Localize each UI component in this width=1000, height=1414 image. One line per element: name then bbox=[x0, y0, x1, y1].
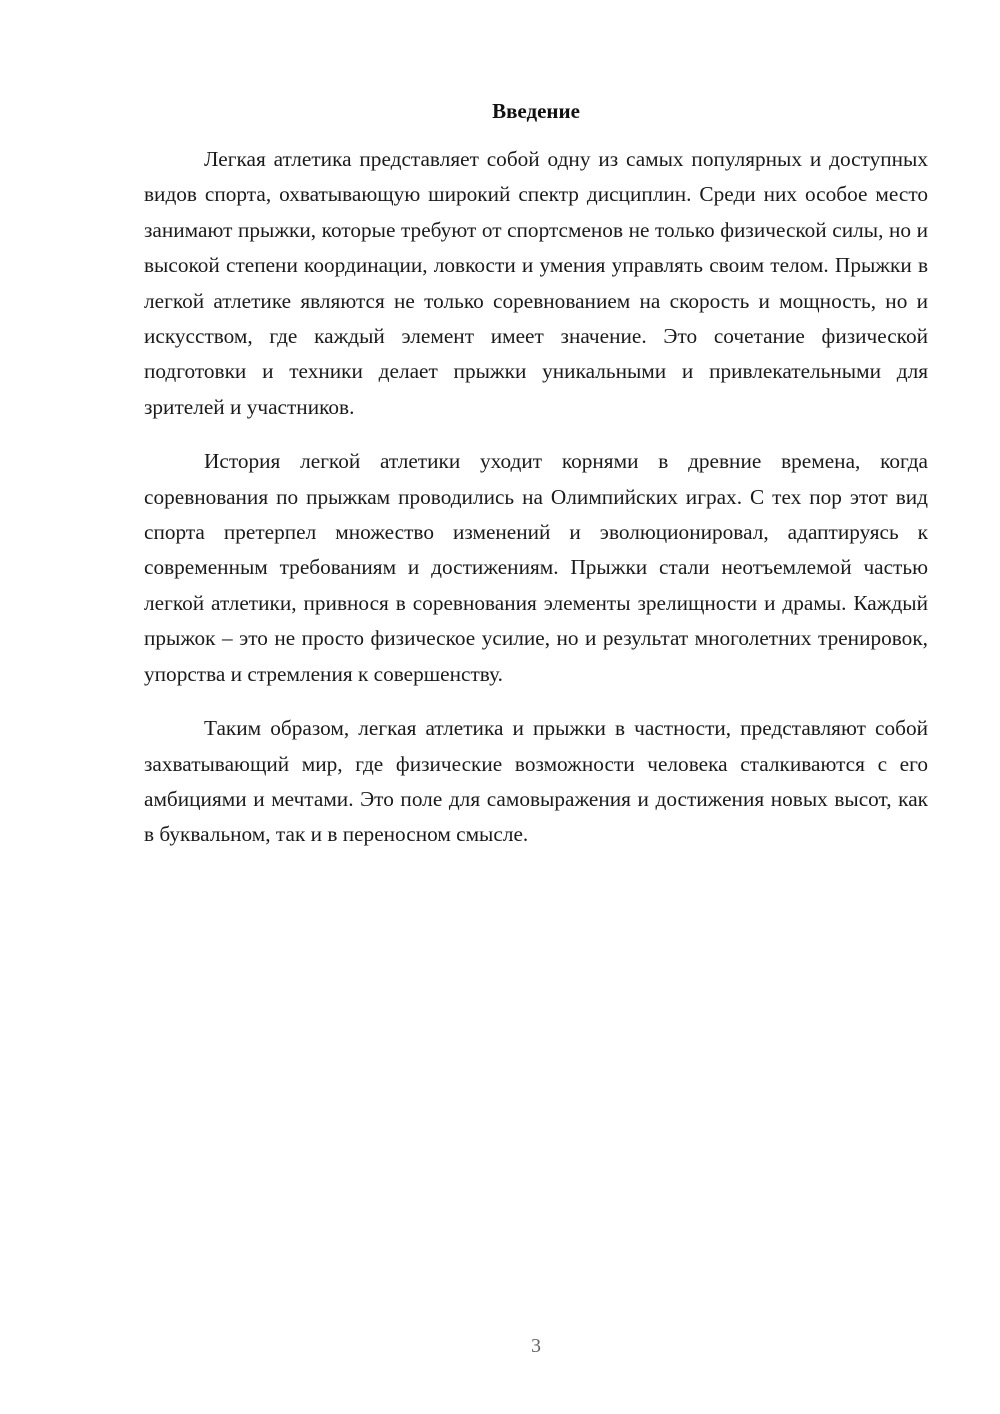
page-title: Введение bbox=[492, 99, 580, 123]
body-text bbox=[144, 142, 928, 872]
paragraph-2: История легкой атлетики уходит корнями в древние времена, когда соревнования по прыжкам проводились на Олимпийских играх. С тех пор этот вид спорта претерпел множество изменений и эволюционировал, адаптируясь к современным требованиям и достижениям. Прыжки стали неотъемлемой частью легкой атлетики, привнося в соревнования элементы зрелищности и драмы. Каждый прыжок – это не просто физическое усилие, но и результат многолетних тренировок, упорства и стремления к совершенству. bbox=[144, 449, 928, 686]
paragraph-1: Легкая атлетика представляет собой одну из самых популярных и доступных видов спорта, охватывающую широкий спектр дисциплин. Среди них особое место занимают прыжки, которые требуют от спортсменов не только физической силы, но и высокой степени координации, ловкости и умения управлять своим телом. Прыжки в легкой атлетике являются не только соревнованием на скорость и мощность, но и искусством, где каждый элемент имеет значение. Это сочетание физической подготовки и техники делает прыжки уникальными и привлекательными для зрителей и участников. bbox=[144, 147, 928, 419]
page-number: 3 bbox=[531, 1335, 541, 1357]
paragraph-3: Таким образом, легкая атлетика и прыжки в частности, представляют собой захватывающий мир, где физические возможности человека сталкиваются с его амбициями и мечтами. Это поле для самовыражения и достижения новых высот, как в буквальном, так и в переносном смысле. bbox=[144, 716, 928, 847]
